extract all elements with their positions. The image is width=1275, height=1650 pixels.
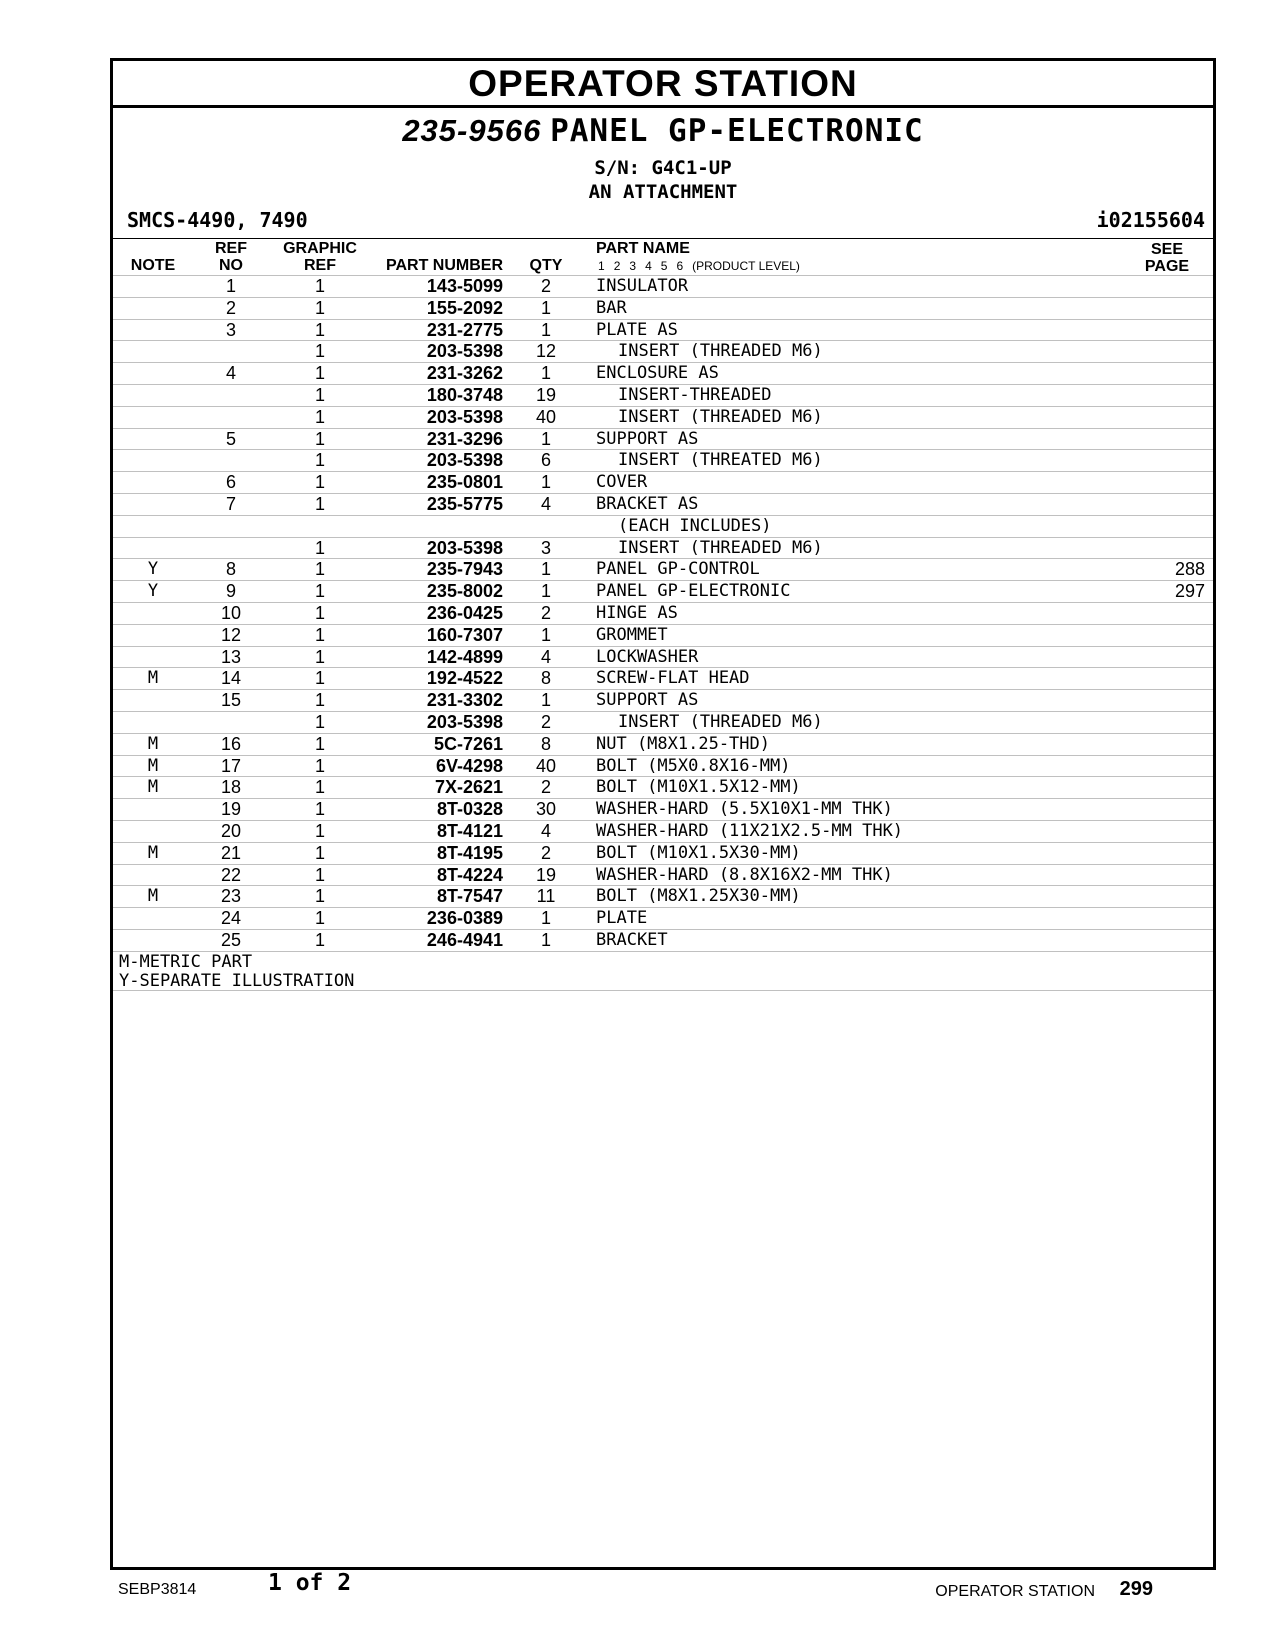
row-graphic-ref: 1 [314,363,325,384]
row-ref-no: 9 [225,581,236,602]
row-quantity: 12 [535,341,557,362]
row-quantity: 2 [540,602,551,623]
row-quantity [523,516,569,537]
column-header-note: NOTE [130,257,176,274]
table-row [113,471,1213,493]
row-see-page: 297 [1174,581,1205,602]
row-part-number: 203-5398 [426,406,503,427]
row-part-name: ENCLOSURE AS [596,363,719,384]
row-part-number [373,516,503,537]
row-note [119,603,187,624]
row-graphic-ref: 1 [314,559,325,580]
row-quantity: 1 [540,428,551,449]
table-row [113,842,1213,864]
row-see-page [1145,647,1205,668]
row-part-name: WASHER-HARD (5.5X10X1-MM THK) [596,799,893,820]
row-see-page [1145,799,1205,820]
row-note: M [147,886,159,907]
row-note [119,690,187,711]
section-title: OPERATOR STATION [113,61,1213,108]
table-row [113,537,1213,559]
row-ref-no: 2 [225,297,236,318]
table-row [113,820,1213,842]
table-row [113,449,1213,471]
row-part-name: WASHER-HARD (11X21X2.5-MM THK) [596,820,904,841]
row-ref-no: 12 [220,624,242,645]
row-part-number: 231-2775 [426,319,503,340]
row-part-number: 235-0801 [426,472,503,493]
row-see-page [1145,516,1205,537]
row-part-number: 235-8002 [426,581,503,602]
row-ref-no: 5 [225,428,236,449]
column-header-see-page: SEE PAGE [1144,241,1190,275]
row-graphic-ref: 1 [314,276,325,296]
smcs-codes: SMCS-4490, 7490 [127,208,308,232]
row-ref-no [205,341,257,362]
row-see-page [1145,407,1205,428]
row-ref-no [205,450,257,471]
row-note [119,865,187,886]
row-ref-no: 14 [220,668,242,689]
column-header-ref-no: REF NO [215,240,247,274]
row-part-number: 7X-2621 [434,777,503,798]
row-see-page [1145,865,1205,886]
row-part-name: (EACH INCLUDES) [618,515,772,536]
row-graphic-ref: 1 [314,537,325,558]
row-note [119,908,187,929]
row-graphic-ref: 1 [314,690,325,711]
group-type: AN ATTACHMENT [588,181,738,203]
row-note: M [147,777,159,798]
table-row [113,515,1213,537]
row-part-number: 231-3296 [426,428,503,449]
row-part-name: GROMMET [596,624,668,645]
table-row [113,776,1213,798]
table-row [113,297,1213,319]
row-graphic-ref: 1 [314,493,325,514]
row-graphic-ref: 1 [314,733,325,754]
row-graphic-ref: 1 [314,581,325,602]
row-part-name: BRACKET AS [596,493,699,514]
row-note [119,712,187,733]
row-ref-no: 22 [220,864,242,885]
row-ref-no: 1 [225,276,236,296]
footer-document-id: SEBP3814 [118,1581,197,1598]
row-note: Y [147,559,159,580]
column-header-part-number: PART NUMBER [385,257,503,274]
row-part-name: WASHER-HARD (8.8X16X2-MM THK) [596,864,893,885]
row-see-page [1145,625,1205,646]
row-ref-no: 7 [225,493,236,514]
table-row [113,667,1213,689]
parts-table [113,275,1213,991]
row-see-page [1145,843,1205,864]
row-graphic-ref: 1 [314,472,325,493]
row-note [119,429,187,450]
row-part-name: PANEL GP-ELECTRONIC [596,581,791,602]
table-row [113,384,1213,406]
row-see-page [1145,756,1205,777]
row-part-name: PLATE [596,908,648,929]
row-note [119,320,187,341]
row-see-page [1145,886,1205,907]
row-quantity: 40 [535,406,557,427]
row-note [119,407,187,428]
row-see-page [1145,930,1205,951]
row-part-number: 142-4899 [426,646,503,667]
row-quantity: 2 [540,777,551,798]
row-part-number: 155-2092 [426,297,503,318]
row-quantity: 8 [540,733,551,754]
row-part-number: 203-5398 [426,711,503,732]
column-header-qty: QTY [529,257,563,274]
footer-section-name: OPERATOR STATION [935,1583,1095,1600]
row-note [119,625,187,646]
row-note: M [147,668,159,689]
table-row [113,929,1213,951]
row-quantity: 8 [540,668,551,689]
row-ref-no: 4 [225,363,236,384]
row-ref-no: 10 [220,602,242,623]
row-see-page: 288 [1174,559,1205,580]
row-ref-no: 15 [220,690,242,711]
row-note [119,276,187,297]
row-ref-no: 19 [220,799,242,820]
row-part-name: BOLT (M8X1.25X30-MM) [596,886,801,907]
row-ref-no [205,385,257,406]
row-quantity: 4 [540,646,551,667]
row-see-page [1145,472,1205,493]
row-graphic-ref [279,516,361,537]
row-part-name: INSERT (THREADED M6) [618,406,823,427]
row-ref-no: 17 [220,755,242,776]
row-note [119,385,187,406]
row-note [119,930,187,951]
row-part-number: 143-5099 [426,276,503,296]
row-part-number: 236-0425 [426,602,503,623]
row-part-name: INSERT (THREATED M6) [618,450,823,471]
row-graphic-ref: 1 [314,886,325,907]
row-note [119,341,187,362]
row-part-name: SUPPORT AS [596,428,699,449]
row-graphic-ref: 1 [314,711,325,732]
row-part-number: 203-5398 [426,341,503,362]
row-see-page [1145,821,1205,842]
table-row [113,907,1213,929]
row-see-page [1145,734,1205,755]
row-ref-no [205,407,257,428]
row-see-page [1145,363,1205,384]
row-note [119,494,187,515]
row-quantity: 1 [540,690,551,711]
row-quantity: 1 [540,363,551,384]
row-see-page [1145,276,1205,297]
row-note [119,363,187,384]
table-row [113,493,1213,515]
row-quantity: 2 [540,276,551,296]
row-graphic-ref: 1 [314,341,325,362]
row-see-page [1145,668,1205,689]
row-graphic-ref: 1 [314,908,325,929]
row-note [119,538,187,559]
row-note [119,450,187,471]
row-graphic-ref: 1 [314,799,325,820]
row-ref-no: 8 [225,559,236,580]
row-graphic-ref: 1 [314,646,325,667]
row-see-page [1145,603,1205,624]
row-part-number: 180-3748 [426,384,503,405]
row-note [119,472,187,493]
row-part-number: 235-7943 [426,559,503,580]
row-graphic-ref: 1 [314,624,325,645]
row-quantity: 1 [540,929,551,950]
row-part-name: PANEL GP-CONTROL [596,559,760,580]
row-quantity: 19 [535,864,557,885]
row-quantity: 6 [540,450,551,471]
row-part-name: HINGE AS [596,602,678,623]
product-level-scale: 1 2 3 4 5 6 (PRODUCT LEVEL) [598,259,800,273]
row-ref-no: 20 [220,820,242,841]
row-part-number: 6V-4298 [435,755,503,776]
row-note: Y [147,581,159,602]
row-quantity: 30 [535,799,557,820]
row-see-page [1145,385,1205,406]
row-graphic-ref: 1 [314,864,325,885]
row-note [119,821,187,842]
row-part-number: 203-5398 [426,537,503,558]
row-part-name: INSULATOR [596,276,689,296]
row-graphic-ref: 1 [314,777,325,798]
row-part-name: BRACKET [596,929,668,950]
row-see-page [1145,777,1205,798]
row-see-page [1145,341,1205,362]
row-see-page [1145,908,1205,929]
table-row [113,689,1213,711]
row-quantity: 3 [540,537,551,558]
row-part-name: LOCKWASHER [596,646,699,667]
table-row [113,646,1213,668]
row-quantity: 2 [540,842,551,863]
row-part-number: 160-7307 [426,624,503,645]
row-part-name: NUT (M8X1.25-THD) [596,733,770,754]
row-graphic-ref: 1 [314,428,325,449]
row-quantity: 1 [540,319,551,340]
row-quantity: 4 [540,820,551,841]
row-quantity: 1 [540,581,551,602]
row-graphic-ref: 1 [314,450,325,471]
table-row [113,275,1213,297]
row-ref-no: 6 [225,472,236,493]
row-ref-no: 16 [220,733,242,754]
row-see-page [1145,450,1205,471]
row-part-number: 8T-7547 [436,886,503,907]
row-part-name: SUPPORT AS [596,690,699,711]
row-ref-no: 21 [220,842,242,863]
row-graphic-ref: 1 [314,842,325,863]
row-quantity: 1 [540,559,551,580]
row-quantity: 4 [540,493,551,514]
row-part-number: 231-3262 [426,363,503,384]
row-graphic-ref: 1 [314,820,325,841]
row-ref-no [205,712,257,733]
table-row [113,733,1213,755]
row-quantity: 11 [536,886,556,907]
table-row [113,602,1213,624]
row-quantity: 1 [540,624,551,645]
footer-page-of: 1 of 2 [268,1570,352,1596]
row-note [119,799,187,820]
row-ref-no: 13 [220,646,242,667]
row-see-page [1145,298,1205,319]
table-row [113,711,1213,733]
row-part-name: BOLT (M10X1.5X12-MM) [596,777,801,798]
column-header-graphic-ref: GRAPHIC REF [283,240,357,274]
row-ref-no [205,516,257,537]
row-part-name: BOLT (M5X0.8X16-MM) [596,755,791,776]
row-note: M [147,755,159,776]
row-note [119,516,187,537]
table-row [113,864,1213,886]
row-note [119,647,187,668]
table-row [113,885,1213,907]
table-row [113,755,1213,777]
serial-range: S/N: G4C1-UP [594,157,732,179]
row-part-number: 8T-4224 [436,864,503,885]
row-part-number: 235-5775 [426,493,503,514]
row-see-page [1145,712,1205,733]
footer-page-number: 299 [1119,1578,1153,1600]
row-part-name: INSERT (THREADED M6) [618,537,823,558]
row-quantity: 19 [535,384,557,405]
table-row [113,406,1213,428]
parts-page-frame [110,58,1216,1570]
row-graphic-ref: 1 [314,319,325,340]
row-see-page [1145,690,1205,711]
row-graphic-ref: 1 [314,755,325,776]
row-ref-no: 25 [220,929,242,950]
row-note: M [147,733,159,754]
illustration-reference: i02155604 [1096,208,1205,232]
row-part-name: BAR [596,297,627,318]
row-part-number: 246-4941 [426,929,503,950]
row-ref-no: 23 [220,886,242,907]
legend-note: Y-SEPARATE ILLUSTRATION [119,970,355,991]
row-graphic-ref: 1 [314,668,325,689]
row-graphic-ref: 1 [314,406,325,427]
table-row [113,319,1213,341]
row-part-name: BOLT (M10X1.5X30-MM) [596,842,801,863]
header-divider [113,238,1213,239]
row-graphic-ref: 1 [314,384,325,405]
row-part-name: PLATE AS [596,319,678,340]
table-row [113,428,1213,450]
row-part-number: 5C-7261 [433,733,503,754]
table-row [113,558,1213,580]
row-part-name: SCREW-FLAT HEAD [596,668,750,689]
row-quantity: 1 [540,908,551,929]
row-ref-no: 18 [220,777,242,798]
row-graphic-ref: 1 [314,297,325,318]
column-header-part-name: PART NAME [596,240,690,257]
row-part-name: INSERT (THREADED M6) [618,341,823,362]
row-quantity: 1 [540,472,551,493]
row-ref-no: 24 [220,908,242,929]
row-quantity: 1 [540,297,551,318]
row-part-number: 203-5398 [426,450,503,471]
table-row [113,340,1213,362]
row-see-page [1145,320,1205,341]
row-part-number: 8T-4195 [436,842,503,863]
row-part-number: 8T-4121 [436,820,503,841]
row-see-page [1145,494,1205,515]
row-graphic-ref: 1 [314,602,325,623]
row-part-number: 8T-0328 [436,799,503,820]
row-part-number: 192-4522 [426,668,503,689]
table-row [113,580,1213,602]
group-title [113,113,1213,149]
row-part-name: INSERT-THREADED [618,384,772,405]
row-ref-no [205,538,257,559]
table-row [113,362,1213,384]
row-quantity: 2 [540,711,551,732]
row-part-number: 236-0389 [426,908,503,929]
row-part-name: COVER [596,472,648,493]
row-ref-no: 3 [225,319,236,340]
row-part-name: INSERT (THREADED M6) [618,711,823,732]
table-row [113,624,1213,646]
row-see-page [1145,429,1205,450]
group-part-number: 235-9566 [402,113,542,148]
row-see-page [1145,538,1205,559]
legend-notes [113,951,1213,991]
row-graphic-ref: 1 [314,929,325,950]
table-row [113,798,1213,820]
row-note [119,298,187,319]
row-note: M [147,842,159,863]
row-quantity: 40 [535,755,557,776]
row-part-number: 231-3302 [426,690,503,711]
group-name: PANEL GP-ELECTRONIC [550,113,924,149]
legend-note: M-METRIC PART [119,951,253,972]
